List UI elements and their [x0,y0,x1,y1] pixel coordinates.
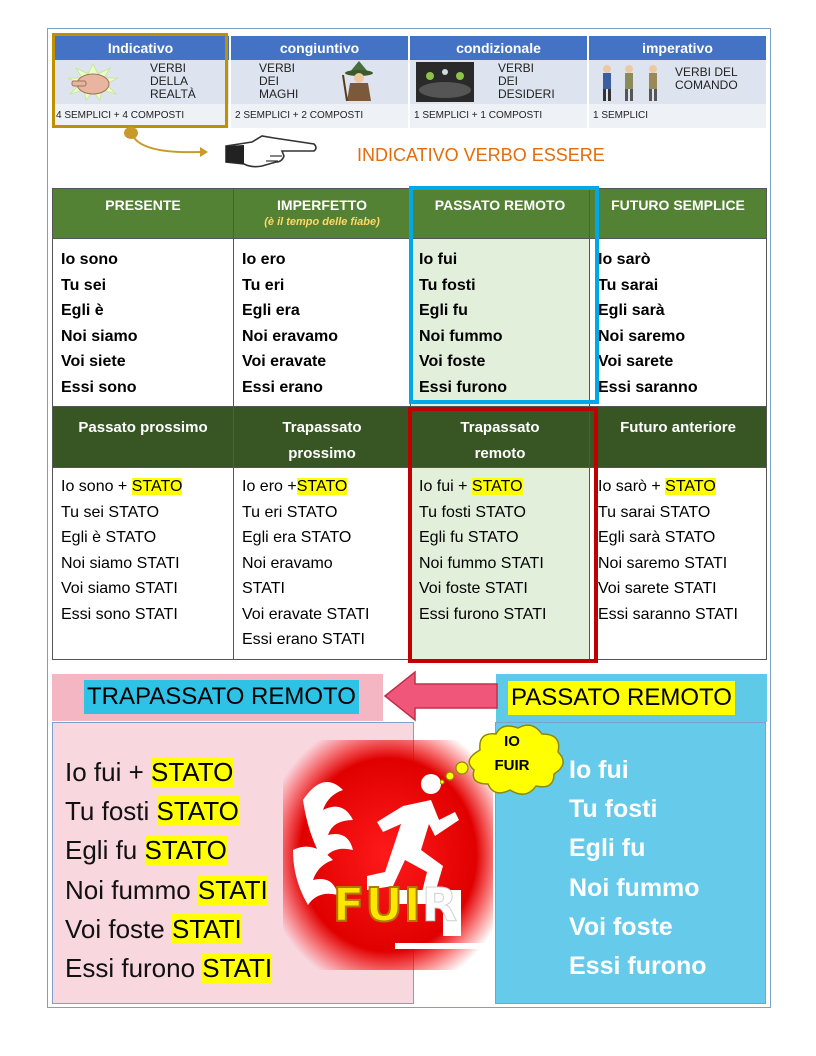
mode-count: 1 SEMPLICI [589,104,766,128]
mode-desc-line: REALTÀ [150,87,196,101]
mode-desc-line: DELLA [150,74,189,88]
mode-desc-line: MAGHI [259,87,299,101]
mode-congiuntivo [231,36,408,128]
mode-desc-line: VERBI [259,61,296,75]
tense-header: Passato prossimo [53,407,234,468]
indicativo-highlight-frame [52,33,228,128]
mode-condizionale [410,36,587,128]
desire-scene-icon [416,62,474,102]
conjugation-line: Io fui + STATO [65,757,234,787]
tense-header: Trapassato prossimo [234,407,411,468]
mode-title: Indicativo [52,36,229,60]
stato-highlight: STATO [296,478,348,495]
pointing-hand-icon [222,132,318,172]
conjugation-line: Essi furono [569,952,707,981]
tense-header: PRESENTE [53,189,234,239]
mode-imperativo [589,36,766,128]
trapassato-remoto-title: TRAPASSATO REMOTO [84,680,359,714]
tense-forms: Io ero +STATO Tu eri STATO Egli era STATO Noi eravamo STATI Voi eravate STATI Essi erano STATI [234,468,411,660]
mode-count: 2 SEMPLICI + 2 COMPOSTI [231,104,408,128]
conjugation-line: Noi fummo STATI [65,874,268,905]
trapassato-remoto-highlight-frame [408,407,598,663]
tense-header: PASSATO REMOTO [411,189,590,239]
tense-forms: Io fui Tu fosti Egli fu Noi fummo Voi foste Essi furono [411,239,590,407]
tense-note: (è il tempo delle fiabe) [264,216,380,228]
mode-count: 4 SEMPLICI + 4 COMPOSTI [52,104,229,128]
tense-header: Trapassato remoto [411,407,590,468]
mode-desc-line: COMANDO [675,78,738,92]
stato-highlight: STATO [471,478,523,495]
mode-count: 1 SEMPLICI + 1 COMPOSTI [410,104,587,128]
tense-header: IMPERFETTO (è il tempo delle fiabe) [234,189,411,239]
tense-header: FUTURO SEMPLICE [590,189,767,239]
conjugation-line: Noi fummo [569,873,700,902]
tense-header: Futuro anteriore [590,407,767,468]
conjugation-line: Tu fosti STATO [65,796,239,827]
tense-forms: Io sarò Tu sarai Egli sarà Noi saremo Voi sarete Essi saranno [590,239,767,407]
conjugation-line: Egli fu [569,834,646,863]
conjugation-line: Voi foste STATI [65,913,242,944]
tense-forms: Io fui + STATO Tu fosti STATO Egli fu STATO Noi fummo STATI Voi foste STATI Essi furono STATI [411,468,590,660]
fuir-wordart: FUIR [333,878,459,932]
thought-cloud-text: IO FUIR [494,733,530,774]
conjugation-line: Voi foste [569,912,673,941]
passato-remoto-title: PASSATO REMOTO [508,681,735,715]
passato-remoto-highlight-frame [409,186,599,404]
wizard-icon [337,61,381,103]
section-title: INDICATIVO VERBO ESSERE [357,145,605,165]
stato-highlight: STATO [131,478,183,495]
conjugation-line: Essi furono STATI [65,953,273,984]
soldiers-icon [597,61,669,103]
conjugation-line: Io fui [569,756,629,784]
conjugation-line: Egli fu STATO [65,835,227,866]
mode-desc-line: VERBI [150,61,187,75]
mode-title: condizionale [410,36,587,60]
tense-forms: Io ero Tu eri Egli era Noi eravamo Voi eravate Essi erano [234,239,411,407]
stato-highlight: STATO [665,478,716,495]
conjugation-line: Tu fosti [569,795,658,824]
mode-desc-line: DEI [498,74,519,88]
mode-desc-line: DEI [259,74,280,88]
mode-title: imperativo [589,36,766,60]
left-arrow-icon [383,668,499,724]
mode-title: congiuntivo [231,36,408,60]
mode-desc-line: VERBI DEL [675,65,738,79]
tense-forms: Io sono + STATO Tu sei STATO Egli è STATO Noi siamo STATI Voi siamo STATI Essi sono STATI [53,468,234,660]
connector-arrow [130,132,210,162]
tense-forms: Io sarò + STATO Tu sarai STATO Egli sarà STATO Noi saremo STATI Voi sarete STATI Essi saranno STATI [590,468,767,660]
mode-desc-line: DESIDERI [498,87,555,101]
mode-desc-line: VERBI [498,61,535,75]
tense-forms: Io sono Tu sei Egli è Noi siamo Voi siete Essi sono [53,239,234,407]
